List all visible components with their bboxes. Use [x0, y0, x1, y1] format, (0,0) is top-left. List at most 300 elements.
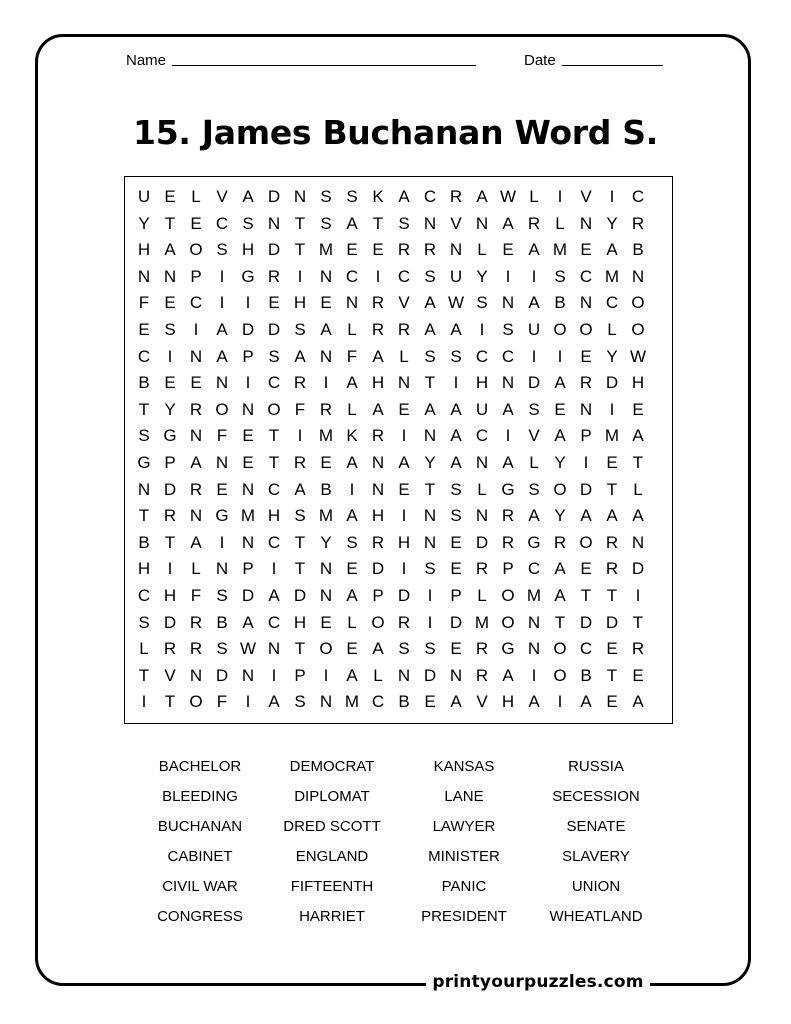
grid-letter[interactable]: P	[450, 586, 462, 605]
grid-letter[interactable]: K	[346, 426, 358, 446]
grid-letter[interactable]: A	[424, 293, 436, 313]
grid-letter[interactable]: W	[447, 293, 465, 313]
grid-letter[interactable]: I	[193, 320, 199, 339]
grid-letter[interactable]: E	[346, 559, 358, 579]
grid-letter[interactable]: M	[552, 240, 568, 260]
grid-letter[interactable]: Y	[554, 506, 566, 526]
grid-letter[interactable]: H	[501, 692, 515, 712]
grid-letter[interactable]: R	[449, 187, 463, 206]
grid-letter[interactable]: A	[502, 213, 514, 233]
grid-letter[interactable]: N	[423, 426, 437, 446]
grid-letter[interactable]: L	[477, 479, 487, 499]
grid-letter[interactable]: N	[319, 266, 333, 286]
grid-letter[interactable]: N	[241, 479, 255, 499]
grid-letter[interactable]: T	[164, 213, 176, 233]
grid-letter[interactable]: F	[346, 346, 358, 366]
grid-letter[interactable]: C	[631, 187, 645, 206]
grid-letter[interactable]: N	[423, 506, 437, 526]
grid-letter[interactable]: A	[372, 639, 384, 659]
grid-letter[interactable]: O	[501, 586, 515, 605]
grid-letter[interactable]: I	[401, 426, 407, 446]
grid-letter[interactable]: P	[164, 453, 176, 472]
grid-letter[interactable]: T	[294, 240, 306, 260]
grid-letter[interactable]: H	[293, 612, 307, 632]
grid-letter[interactable]: I	[635, 586, 641, 605]
grid-letter[interactable]: D	[267, 240, 281, 260]
grid-letter[interactable]: O	[501, 612, 515, 632]
grid-letter[interactable]: F	[216, 426, 228, 446]
grid-letter[interactable]: E	[346, 639, 358, 659]
grid-letter[interactable]: G	[501, 479, 515, 499]
grid-letter[interactable]: T	[268, 426, 280, 446]
grid-letter[interactable]: N	[631, 266, 645, 286]
grid-letter[interactable]: M	[344, 692, 360, 712]
grid-letter[interactable]: I	[557, 692, 563, 712]
grid-letter[interactable]: W	[499, 187, 517, 206]
grid-letter[interactable]: N	[579, 293, 593, 313]
grid-letter[interactable]: U	[527, 320, 541, 339]
grid-letter[interactable]: R	[527, 213, 541, 233]
grid-letter[interactable]: S	[294, 320, 306, 339]
grid-letter[interactable]: A	[450, 399, 462, 419]
grid-letter[interactable]: N	[527, 639, 541, 659]
grid-letter[interactable]: E	[424, 692, 436, 712]
grid-letter[interactable]: A	[268, 586, 280, 605]
grid-letter[interactable]: C	[137, 346, 151, 366]
grid-letter[interactable]: S	[502, 320, 514, 339]
grid-letter[interactable]: D	[267, 187, 281, 206]
grid-letter[interactable]: A	[346, 373, 358, 393]
grid-letter[interactable]: C	[527, 559, 541, 579]
grid-letter[interactable]: S	[424, 266, 436, 286]
grid-letter[interactable]: N	[319, 692, 333, 712]
grid-letter[interactable]: N	[423, 213, 437, 233]
grid-letter[interactable]: S	[424, 639, 436, 659]
grid-letter[interactable]: E	[450, 639, 462, 659]
grid-letter[interactable]: I	[479, 320, 485, 339]
grid-letter[interactable]: E	[242, 426, 254, 446]
grid-letter[interactable]: Y	[164, 399, 176, 419]
grid-letter[interactable]: N	[475, 213, 489, 233]
grid-letter[interactable]: A	[580, 692, 592, 712]
grid-letter[interactable]: E	[320, 612, 332, 632]
grid-letter[interactable]: N	[397, 373, 411, 393]
grid-letter[interactable]: T	[632, 612, 644, 632]
grid-letter[interactable]: R	[371, 320, 385, 339]
grid-letter[interactable]: R	[371, 532, 385, 552]
grid-letter[interactable]: C	[501, 346, 515, 366]
grid-letter[interactable]: D	[371, 559, 385, 579]
grid-letter[interactable]: R	[189, 639, 203, 659]
grid-letter[interactable]: N	[527, 612, 541, 632]
name-field[interactable]	[126, 52, 476, 69]
grid-letter[interactable]: T	[424, 373, 436, 393]
grid-letter[interactable]: H	[371, 373, 385, 393]
grid-letter[interactable]: I	[583, 453, 589, 472]
grid-letter[interactable]: N	[267, 639, 281, 659]
grid-letter[interactable]: K	[372, 187, 384, 206]
grid-letter[interactable]: E	[164, 293, 176, 313]
grid-letter[interactable]: N	[137, 479, 151, 499]
grid-letter[interactable]: T	[138, 399, 150, 419]
grid-letter[interactable]: I	[505, 426, 511, 446]
grid-letter[interactable]: L	[477, 240, 487, 260]
grid-letter[interactable]: N	[423, 532, 437, 552]
grid-letter[interactable]: E	[164, 187, 176, 206]
grid-letter[interactable]: A	[580, 506, 592, 526]
grid-letter[interactable]: R	[267, 266, 281, 286]
grid-letter[interactable]: A	[554, 426, 566, 446]
grid-letter[interactable]: E	[632, 665, 644, 685]
grid-letter[interactable]: Y	[476, 266, 488, 286]
grid-letter[interactable]: T	[138, 506, 150, 526]
grid-letter[interactable]: S	[528, 399, 540, 419]
grid-letter[interactable]: N	[293, 187, 307, 206]
grid-letter[interactable]: G	[527, 532, 541, 552]
grid-letter[interactable]: B	[632, 240, 644, 260]
grid-letter[interactable]: B	[138, 373, 150, 393]
grid-letter[interactable]: E	[580, 559, 592, 579]
grid-letter[interactable]: D	[215, 665, 229, 685]
grid-letter[interactable]: E	[502, 240, 514, 260]
grid-letter[interactable]: R	[189, 612, 203, 632]
grid-letter[interactable]: R	[189, 399, 203, 419]
grid-letter[interactable]: R	[371, 426, 385, 446]
grid-letter[interactable]: A	[346, 213, 358, 233]
grid-letter[interactable]: R	[319, 399, 333, 419]
grid-letter[interactable]: A	[502, 665, 514, 685]
grid-letter[interactable]: A	[528, 240, 540, 260]
grid-letter[interactable]: P	[294, 665, 306, 685]
grid-letter[interactable]: S	[216, 639, 228, 659]
grid-letter[interactable]: L	[347, 612, 357, 632]
grid-letter[interactable]: D	[423, 665, 437, 685]
grid-letter[interactable]: S	[138, 426, 150, 446]
grid-letter[interactable]: I	[297, 426, 303, 446]
grid-letter[interactable]: N	[319, 586, 333, 605]
grid-letter[interactable]: T	[606, 586, 618, 605]
grid-letter[interactable]: I	[427, 586, 433, 605]
grid-letter[interactable]: A	[398, 187, 410, 206]
grid-letter[interactable]: E	[606, 453, 618, 472]
grid-letter[interactable]: H	[241, 240, 255, 260]
grid-letter[interactable]: C	[475, 426, 489, 446]
grid-letter[interactable]: E	[450, 559, 462, 579]
grid-letter[interactable]: C	[605, 293, 619, 313]
grid-letter[interactable]: A	[528, 293, 540, 313]
grid-letter[interactable]: T	[294, 559, 306, 579]
grid-letter[interactable]: H	[137, 240, 151, 260]
grid-letter[interactable]: L	[399, 346, 409, 366]
grid-letter[interactable]: N	[137, 266, 151, 286]
grid-letter[interactable]: V	[398, 293, 410, 313]
grid-letter[interactable]: R	[631, 639, 645, 659]
grid-letter[interactable]: N	[241, 399, 255, 419]
grid-letter[interactable]: A	[554, 559, 566, 579]
grid-letter[interactable]: S	[398, 639, 410, 659]
grid-letter[interactable]: A	[606, 240, 618, 260]
grid-letter[interactable]: N	[189, 665, 203, 685]
grid-letter[interactable]: A	[190, 532, 202, 552]
grid-letter[interactable]: U	[449, 266, 463, 286]
grid-letter[interactable]: O	[553, 639, 567, 659]
grid-letter[interactable]: C	[189, 293, 203, 313]
grid-letter[interactable]: A	[632, 506, 644, 526]
grid-letter[interactable]: I	[505, 266, 511, 286]
grid-letter[interactable]: I	[531, 346, 537, 366]
grid-letter[interactable]: E	[398, 399, 410, 419]
grid-letter[interactable]: O	[553, 665, 567, 685]
grid-letter[interactable]: M	[240, 506, 256, 526]
grid-letter[interactable]: R	[293, 453, 307, 472]
grid-letter[interactable]: T	[554, 612, 566, 632]
grid-letter[interactable]: N	[579, 399, 593, 419]
grid-letter[interactable]: I	[219, 532, 225, 552]
grid-letter[interactable]: M	[318, 426, 334, 446]
grid-letter[interactable]: S	[216, 586, 228, 605]
grid-letter[interactable]: S	[346, 187, 358, 206]
grid-letter[interactable]: S	[424, 559, 436, 579]
grid-letter[interactable]: D	[579, 479, 593, 499]
grid-letter[interactable]: S	[346, 532, 358, 552]
grid-letter[interactable]: I	[323, 665, 329, 685]
grid-letter[interactable]: B	[554, 293, 566, 313]
grid-letter[interactable]: E	[580, 240, 592, 260]
grid-letter[interactable]: E	[320, 293, 332, 313]
grid-letter[interactable]: R	[475, 665, 489, 685]
grid-letter[interactable]: L	[191, 559, 201, 579]
grid-letter[interactable]: M	[474, 612, 490, 632]
grid-letter[interactable]: E	[216, 479, 228, 499]
grid-letter[interactable]: S	[450, 479, 462, 499]
grid-letter[interactable]: T	[606, 479, 618, 499]
grid-letter[interactable]: N	[215, 559, 229, 579]
grid-letter[interactable]: C	[475, 346, 489, 366]
grid-letter[interactable]: Y	[320, 532, 332, 552]
grid-letter[interactable]: V	[450, 213, 462, 233]
grid-letter[interactable]: R	[475, 559, 489, 579]
grid-letter[interactable]: I	[219, 266, 225, 286]
grid-letter[interactable]: M	[604, 266, 620, 286]
grid-letter[interactable]: I	[401, 559, 407, 579]
grid-letter[interactable]: N	[215, 453, 229, 472]
grid-letter[interactable]: R	[605, 532, 619, 552]
grid-letter[interactable]: H	[293, 293, 307, 313]
grid-letter[interactable]: D	[605, 373, 619, 393]
grid-letter[interactable]: S	[164, 320, 176, 339]
grid-letter[interactable]: O	[553, 320, 567, 339]
grid-letter[interactable]: E	[554, 399, 566, 419]
grid-letter[interactable]: O	[189, 240, 203, 260]
grid-letter[interactable]: C	[579, 266, 593, 286]
grid-letter[interactable]: A	[450, 453, 462, 472]
grid-letter[interactable]: N	[189, 506, 203, 526]
grid-letter[interactable]: A	[164, 240, 176, 260]
grid-letter[interactable]: C	[137, 586, 151, 605]
grid-letter[interactable]: H	[267, 506, 281, 526]
grid-letter[interactable]: N	[319, 559, 333, 579]
grid-letter[interactable]: O	[189, 692, 203, 712]
grid-letter[interactable]: N	[475, 453, 489, 472]
grid-letter[interactable]: I	[609, 399, 615, 419]
grid-letter[interactable]: E	[320, 453, 332, 472]
grid-letter[interactable]: I	[531, 665, 537, 685]
grid-letter[interactable]: N	[241, 532, 255, 552]
grid-letter[interactable]: G	[137, 453, 151, 472]
grid-letter[interactable]: N	[579, 213, 593, 233]
grid-letter[interactable]: E	[190, 213, 202, 233]
grid-letter[interactable]: O	[579, 320, 593, 339]
grid-letter[interactable]: M	[318, 506, 334, 526]
date-field[interactable]	[524, 52, 663, 69]
grid-letter[interactable]: A	[502, 399, 514, 419]
grid-letter[interactable]: A	[242, 612, 254, 632]
grid-letter[interactable]: D	[527, 373, 541, 393]
grid-letter[interactable]: B	[580, 665, 592, 685]
grid-letter[interactable]: L	[555, 213, 565, 233]
grid-letter[interactable]: E	[242, 453, 254, 472]
grid-letter[interactable]: T	[580, 586, 592, 605]
grid-letter[interactable]: O	[267, 399, 281, 419]
grid-letter[interactable]: E	[606, 692, 618, 712]
grid-letter[interactable]: S	[398, 213, 410, 233]
grid-letter[interactable]: E	[580, 346, 592, 366]
grid-letter[interactable]: L	[477, 586, 487, 605]
grid-letter[interactable]: N	[345, 293, 359, 313]
grid-letter[interactable]: R	[475, 639, 489, 659]
grid-letter[interactable]: R	[423, 240, 437, 260]
grid-letter[interactable]: I	[401, 506, 407, 526]
grid-letter[interactable]: R	[163, 506, 177, 526]
grid-letter[interactable]: H	[475, 373, 489, 393]
grid-letter[interactable]: L	[347, 320, 357, 339]
grid-letter[interactable]: E	[138, 320, 150, 339]
grid-letter[interactable]: T	[632, 453, 644, 472]
grid-letter[interactable]: I	[141, 692, 147, 712]
grid-letter[interactable]: L	[347, 399, 357, 419]
grid-letter[interactable]: D	[241, 320, 255, 339]
grid-letter[interactable]: I	[375, 266, 381, 286]
grid-letter[interactable]: A	[424, 399, 436, 419]
grid-letter[interactable]: D	[163, 479, 177, 499]
grid-letter[interactable]: S	[294, 692, 306, 712]
grid-letter[interactable]: A	[476, 187, 488, 206]
grid-letter[interactable]: V	[216, 187, 228, 206]
grid-letter[interactable]: N	[319, 346, 333, 366]
grid-letter[interactable]: I	[245, 692, 251, 712]
grid-letter[interactable]: C	[579, 639, 593, 659]
grid-letter[interactable]: N	[371, 453, 385, 472]
grid-letter[interactable]: L	[529, 453, 539, 472]
grid-letter[interactable]: G	[501, 639, 515, 659]
grid-letter[interactable]: R	[605, 559, 619, 579]
grid-letter[interactable]: Y	[138, 213, 150, 233]
grid-letter[interactable]: I	[531, 266, 537, 286]
grid-letter[interactable]: T	[372, 213, 384, 233]
grid-letter[interactable]: L	[191, 187, 201, 206]
grid-letter[interactable]: A	[346, 453, 358, 472]
grid-letter[interactable]: R	[397, 240, 411, 260]
grid-letter[interactable]: D	[475, 532, 489, 552]
grid-letter[interactable]: C	[345, 266, 359, 286]
grid-letter[interactable]: N	[371, 479, 385, 499]
grid-letter[interactable]: A	[450, 426, 462, 446]
grid-letter[interactable]: S	[450, 506, 462, 526]
grid-letter[interactable]: P	[580, 426, 592, 446]
grid-letter[interactable]: R	[579, 373, 593, 393]
grid-letter[interactable]: C	[267, 612, 281, 632]
grid-letter[interactable]: S	[268, 346, 280, 366]
grid-letter[interactable]: H	[163, 586, 177, 605]
grid-letter[interactable]: T	[294, 213, 306, 233]
grid-letter[interactable]: T	[138, 665, 150, 685]
grid-letter[interactable]: E	[632, 399, 644, 419]
grid-letter[interactable]: I	[349, 479, 355, 499]
grid-letter[interactable]: N	[241, 665, 255, 685]
grid-letter[interactable]: H	[397, 532, 411, 552]
grid-letter[interactable]: S	[450, 346, 462, 366]
grid-letter[interactable]: P	[190, 266, 202, 286]
grid-letter[interactable]: S	[424, 346, 436, 366]
grid-letter[interactable]: N	[475, 506, 489, 526]
grid-letter[interactable]: S	[528, 479, 540, 499]
grid-letter[interactable]: Y	[606, 213, 618, 233]
grid-letter[interactable]: R	[397, 612, 411, 632]
grid-letter[interactable]: R	[553, 532, 567, 552]
grid-letter[interactable]: C	[397, 266, 411, 286]
grid-letter[interactable]: E	[190, 373, 202, 393]
grid-letter[interactable]: O	[631, 293, 645, 313]
grid-letter[interactable]: Y	[554, 453, 566, 472]
grid-letter[interactable]: R	[163, 639, 177, 659]
grid-letter[interactable]: H	[137, 559, 151, 579]
grid-letter[interactable]: O	[631, 320, 645, 339]
grid-letter[interactable]: A	[424, 320, 436, 339]
grid-letter[interactable]: G	[215, 506, 229, 526]
grid-letter[interactable]: S	[554, 266, 566, 286]
grid-letter[interactable]: F	[190, 586, 202, 605]
grid-letter[interactable]: I	[167, 346, 173, 366]
grid-letter[interactable]: O	[371, 612, 385, 632]
grid-letter[interactable]: A	[294, 479, 306, 499]
grid-letter[interactable]: O	[319, 639, 333, 659]
grid-letter[interactable]: I	[167, 559, 173, 579]
grid-letter[interactable]: I	[271, 559, 277, 579]
grid-letter[interactable]: N	[163, 266, 177, 286]
grid-letter[interactable]: L	[139, 639, 149, 659]
grid-letter[interactable]: T	[268, 453, 280, 472]
grid-letter[interactable]: H	[631, 373, 645, 393]
grid-letter[interactable]: O	[215, 399, 229, 419]
grid-letter[interactable]: T	[294, 532, 306, 552]
grid-letter[interactable]: Y	[606, 346, 618, 366]
grid-letter[interactable]: T	[294, 639, 306, 659]
grid-letter[interactable]: S	[294, 506, 306, 526]
grid-letter[interactable]: D	[631, 559, 645, 579]
grid-letter[interactable]: D	[241, 586, 255, 605]
grid-letter[interactable]: I	[245, 293, 251, 313]
grid-letter[interactable]: A	[528, 692, 540, 712]
grid-letter[interactable]: I	[557, 346, 563, 366]
grid-letter[interactable]: M	[604, 426, 620, 446]
grid-letter[interactable]: P	[502, 559, 514, 579]
grid-letter[interactable]: D	[293, 586, 307, 605]
grid-letter[interactable]: S	[216, 240, 228, 260]
grid-letter[interactable]: A	[294, 346, 306, 366]
grid-letter[interactable]: A	[216, 320, 228, 339]
grid-letter[interactable]: A	[372, 399, 384, 419]
grid-letter[interactable]: W	[239, 639, 257, 659]
